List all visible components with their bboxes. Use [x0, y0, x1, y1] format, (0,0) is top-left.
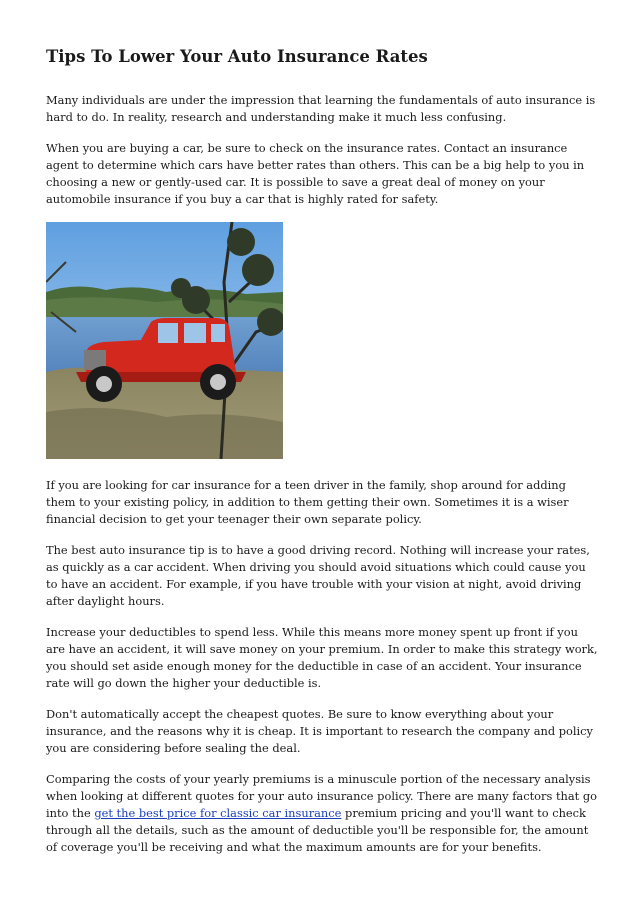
red-vintage-car-photo: [46, 222, 283, 459]
classic-car-insurance-link[interactable]: get the best price for classic car insurance: [94, 806, 342, 820]
paragraph-cheapest-quotes: Don't automatically accept the cheapest quotes. Be sure to know everything about your insurance, and the reasons why it is cheap. It is important to research the company and policy you are considering before sealing the deal.: [46, 707, 593, 755]
document-page: [46, 46, 598, 870]
paragraph-teen-driver: If you are looking for car insurance for a teen driver in the family, shop around for adding them to your existing policy, in addition to them getting their own. Sometimes it is a wiser financial decision to get your teenager their own separate policy.: [46, 478, 569, 526]
paragraph-buying-car: When you are buying a car, be sure to check on the insurance rates. Contact an insurance agent to determine which cars have better rates than others. This can be a big help to you in choosing a new or gently-used car. It is possible to save a great deal of money on your automobile insurance if you buy a car that is highly rated for safety.: [46, 141, 585, 206]
paragraph-deductibles: Increase your deductibles to spend less. While this means more money spent up front if you are have an accident, it will save money on your premium. In order to make this strategy work, you should set aside enough money for the deductible in case of an accident. Your insurance rate will go down the higher your deductible is.: [46, 625, 598, 690]
paragraph-intro: Many individuals are under the impression that learning the fundamentals of auto insurance is hard to do. In reality, research and understanding make it much less confusing.: [46, 93, 596, 124]
paragraph-driving-record: The best auto insurance tip is to have a good driving record. Nothing will increase your rates, as quickly as a car accident. When driving you should avoid situations which could cause you to have an accident. For example, if you have trouble with your vision at night, avoid driving after daylight hours.: [46, 543, 590, 608]
paragraph-comparing-costs-start: Comparing the costs of your yearly premiums is a minuscule portion of the necessary analysis when looking at different quotes for your auto insurance policy. There are many factors that go into the: [46, 772, 597, 820]
paragraph-comparing-costs-end: premium pricing and you'll want to check through all the details, such as the amount of deductible you'll be responsible for, the amount of coverage you'll be receiving and what the maximum amounts are for your benefits.: [46, 806, 589, 854]
paragraph-comparing-costs: [46, 771, 598, 856]
page-title: Tips To Lower Your Auto Insurance Rates: [46, 47, 428, 66]
